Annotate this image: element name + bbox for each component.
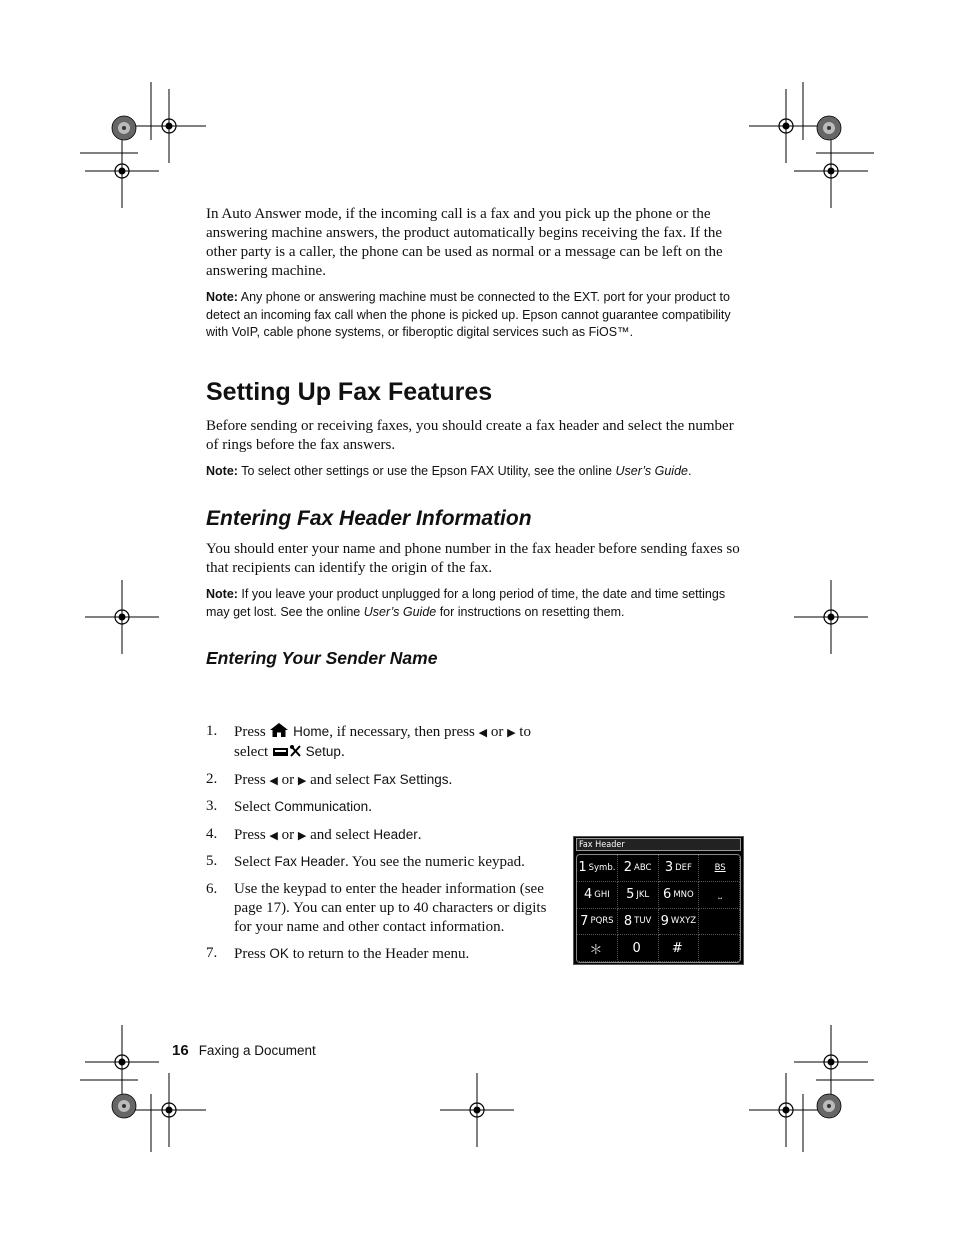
list-item: 4. Press ◀ or ▶ and select Header. <box>206 825 422 843</box>
note-fax-utility: Note: To select other settings or use the Epson FAX Utility, see the online User’s Guide. <box>206 463 692 478</box>
list-item: 6. Use the keypad to enter the header information (see page 17). You can enter up to 40 characters or digits for your name and other contact information. <box>206 880 547 935</box>
keypad-key: 5 JKL <box>618 882 659 909</box>
keypad-key <box>699 909 740 936</box>
keypad-key: 6 MNO <box>659 882 700 909</box>
keypad-grid <box>576 854 741 963</box>
page-number: 16 <box>172 1042 189 1059</box>
fax-header-keypad-screenshot <box>573 836 744 965</box>
list-item: 7. Press OK to return to the Header menu. <box>206 945 470 962</box>
heading-setting-up-fax-features: Setting Up Fax Features <box>206 377 493 406</box>
note-unplugged: Note: If you leave your product unplugged for a long period of time, the date and time settings may get lost. See the online User’s Guide for instructions on resetting them. <box>206 587 726 619</box>
list-item: 5. Select Fax Header. You see the numeric keypad. <box>206 853 525 870</box>
heading-entering-fax-header: Entering Fax Header Information <box>206 507 532 530</box>
right-arrow-icon: ▶ <box>507 726 516 739</box>
keypad-key: # <box>659 935 700 962</box>
keypad-key: 8 TUV <box>618 909 659 936</box>
steps-list <box>206 722 566 972</box>
keypad-title: Fax Header <box>576 838 741 851</box>
list-item: 3. Select Communication. <box>206 798 372 815</box>
keypad-key: ＊ <box>577 935 618 962</box>
header-paragraph: You should enter your name and phone number in the fax header before sending faxes so that recipients can identify the origin of the fax. <box>206 541 740 576</box>
keypad-key: ⎵ <box>699 882 740 909</box>
heading-sender-name: Entering Your Sender Name <box>206 648 438 668</box>
intro-paragraph: In Auto Answer mode, if the incoming call is a fax and you pick up the phone or the answering machine answers, the product automatically begins receiving the fax. If the other party is a caller, the phone can be used as normal or a message can be left on the answering machine. <box>206 206 723 279</box>
left-arrow-icon: ◀ <box>269 773 278 787</box>
keypad-key: 9 WXYZ <box>659 909 700 936</box>
footer-section: Faxing a Document <box>198 1043 316 1058</box>
page-footer <box>172 1042 316 1059</box>
keypad-key: 7 PQRS <box>577 909 618 936</box>
keypad-key: 2 ABC <box>618 855 659 882</box>
right-arrow-icon: ▶ <box>297 773 307 787</box>
setup-paragraph: Before sending or receiving faxes, you should create a fax header and select the number of rings before the fax answers. <box>206 417 734 453</box>
note-ext-port: Note: Any phone or answering machine must be connected to the EXT. port for your product to detect an incoming fax call when the phone is picked up. Epson cannot guarantee compatibility with VoIP, cable phone systems, or fiberoptic digital services such as FiOS™. <box>206 290 731 339</box>
keypad-key: 0 <box>618 935 659 962</box>
left-arrow-icon: ◀ <box>478 726 488 739</box>
keypad-key: 3 DEF <box>659 855 700 882</box>
keypad-key: BS <box>699 855 740 882</box>
keypad-key <box>699 935 740 962</box>
keypad-key: 1 Symb. <box>577 855 618 882</box>
list-item: 2. Press ◀ or ▶ and select Fax Settings. <box>206 770 453 788</box>
list-item: 1. Press Home, if necessary, then press ◀ or ▶ to select Setup. <box>206 723 531 760</box>
right-arrow-icon: ▶ <box>297 828 307 842</box>
left-arrow-icon: ◀ <box>269 828 278 842</box>
page-content <box>206 205 746 669</box>
keypad-key: 4 GHI <box>577 882 618 909</box>
home-icon <box>269 722 289 738</box>
setup-icon <box>272 744 302 758</box>
